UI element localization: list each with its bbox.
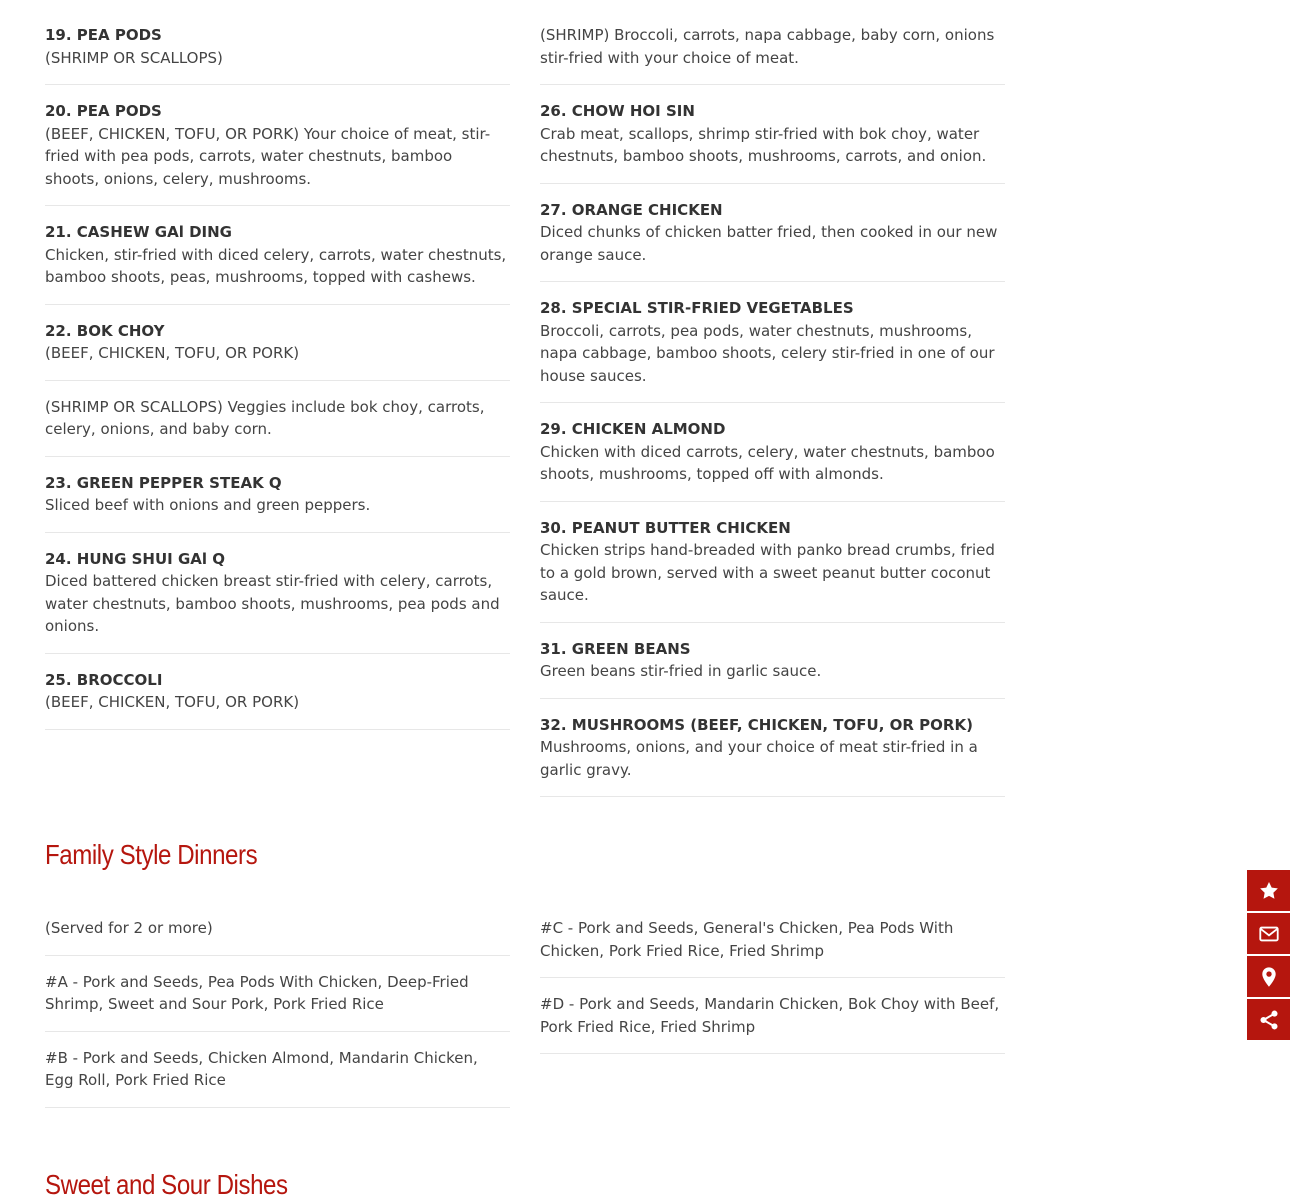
item-description: (BEEF, CHICKEN, TOFU, OR PORK) Your choice of meat, stir-fried with pea pods, carrots, water chestnuts, bamboo shoots, onions, celery, mushrooms. bbox=[45, 124, 491, 188]
menu-item bbox=[540, 993, 1005, 1054]
item-title: 22. BOK CHOY bbox=[45, 321, 165, 340]
menu-item bbox=[540, 917, 1005, 978]
menu-item bbox=[540, 418, 1005, 502]
menu-item bbox=[45, 1047, 510, 1108]
item-description: #D - Pork and Seeds, Mandarin Chicken, Bok Choy with Beef, Pork Fried Rice, Fried Shrimp bbox=[540, 995, 1000, 1036]
family-column-right bbox=[540, 917, 1005, 1069]
item-description: Mushrooms, onions, and your choice of meat stir-fried in a garlic gravy. bbox=[540, 738, 978, 779]
item-description: #C - Pork and Seeds, General's Chicken, Pea Pods With Chicken, Pork Fried Rice, Fried Shrimp bbox=[540, 919, 954, 960]
item-title: 24. HUNG SHUI GAl Q bbox=[45, 549, 225, 568]
item-description: #A - Pork and Seeds, Pea Pods With Chicken, Deep-Fried Shrimp, Sweet and Sour Pork, Pork Fried Rice bbox=[45, 972, 469, 1013]
menu-item bbox=[45, 971, 510, 1032]
item-title: 29. CHICKEN ALMOND bbox=[540, 420, 726, 438]
sticky-action-bar bbox=[1247, 870, 1290, 1042]
location-button[interactable] bbox=[1247, 956, 1290, 997]
item-description: Broccoli, carrots, pea pods, water chestnuts, mushrooms, napa cabbage, bamboo shoots, celery stir-fried in one of our house sauces. bbox=[540, 321, 995, 385]
menu-item bbox=[45, 917, 510, 956]
item-description: (BEEF, CHICKEN, TOFU, OR PORK) bbox=[45, 344, 300, 362]
item-title: 32. MUSHROOMS (BEEF, CHICKEN, TOFU, OR PORK) bbox=[540, 715, 973, 734]
item-description: Crab meat, scallops, shrimp stir-fried with bok choy, water chestnuts, bamboo shoots, mushrooms, carrots, and onion. bbox=[540, 124, 987, 165]
menu-item bbox=[540, 199, 1005, 283]
menu-item bbox=[540, 714, 1005, 798]
item-description: Chicken, stir-fried with diced celery, carrots, water chestnuts, bamboo shoots, peas, mushrooms, topped with cashews. bbox=[45, 245, 507, 286]
item-description: Sliced beef with onions and green peppers. bbox=[45, 496, 371, 514]
item-title: 25. BROCCOLI bbox=[45, 670, 163, 689]
menu-item bbox=[540, 517, 1005, 623]
menu-column-left bbox=[45, 24, 510, 745]
section-title-next: Sweet and Sour Dishes bbox=[45, 1169, 288, 1200]
item-description: #B - Pork and Seeds, Chicken Almond, Mandarin Chicken, Egg Roll, Pork Fried Rice bbox=[45, 1048, 478, 1089]
item-title: 19. PEA PODS bbox=[45, 26, 162, 44]
menu-item bbox=[45, 669, 510, 730]
item-title: 21. CASHEW GAl DING bbox=[45, 223, 232, 241]
item-title: 26. CHOW HOI SIN bbox=[540, 102, 695, 120]
menu-item bbox=[45, 472, 510, 533]
item-description: (SHRIMP) Broccoli, carrots, napa cabbage, baby corn, onions stir-fried with your choice of meat. bbox=[540, 26, 995, 67]
envelope-icon bbox=[1258, 923, 1280, 945]
map-marker-icon bbox=[1258, 966, 1280, 988]
item-description: (SHRIMP OR SCALLOPS) bbox=[45, 48, 223, 67]
menu-item bbox=[45, 24, 510, 85]
item-title: 30. PEANUT BUTTER CHICKEN bbox=[540, 518, 791, 537]
email-button[interactable] bbox=[1247, 913, 1290, 954]
menu-item bbox=[540, 100, 1005, 184]
menu-item bbox=[45, 396, 510, 457]
item-description: (Served for 2 or more) bbox=[45, 919, 213, 937]
section-title-family-style-dinners: Family Style Dinners bbox=[45, 839, 258, 870]
item-title: 20. PEA PODS bbox=[45, 102, 162, 120]
star-icon bbox=[1258, 880, 1280, 902]
family-column-left bbox=[45, 917, 510, 1123]
menu-item bbox=[45, 548, 510, 654]
item-description: (SHRIMP OR SCALLOPS) Veggies include bok choy, carrots, celery, onions, and baby corn. bbox=[45, 397, 485, 438]
item-title: 27. ORANGE CHICKEN bbox=[540, 200, 723, 219]
item-description: Chicken with diced carrots, celery, water chestnuts, bamboo shoots, mushrooms, topped off with almonds. bbox=[540, 442, 995, 483]
menu-item bbox=[540, 638, 1005, 699]
item-description: Green beans stir-fried in garlic sauce. bbox=[540, 662, 822, 680]
share-icon bbox=[1258, 1009, 1280, 1031]
menu-item bbox=[540, 297, 1005, 403]
item-description: Diced battered chicken breast stir-fried with celery, carrots, water chestnuts, bamboo shoots, mushrooms, pea pods and onions. bbox=[45, 572, 500, 635]
item-description: Chicken strips hand-breaded with panko bread crumbs, fried to a gold brown, served with a sweet peanut butter coconut sauce. bbox=[540, 541, 995, 604]
item-title: 23. GREEN PEPPER STEAK Q bbox=[45, 473, 282, 492]
share-button[interactable] bbox=[1247, 999, 1290, 1040]
menu-item bbox=[45, 221, 510, 305]
item-title: 31. GREEN BEANS bbox=[540, 639, 691, 658]
favorite-button[interactable] bbox=[1247, 870, 1290, 911]
menu-item bbox=[540, 24, 1005, 85]
item-description: (BEEF, CHICKEN, TOFU, OR PORK) bbox=[45, 693, 300, 711]
menu-item bbox=[45, 100, 510, 206]
menu-item bbox=[45, 320, 510, 381]
menu-column-right bbox=[540, 24, 1005, 812]
item-description: Diced chunks of chicken batter fried, then cooked in our new orange sauce. bbox=[540, 223, 998, 264]
item-title: 28. SPECIAL STIR-FRIED VEGETABLES bbox=[540, 299, 854, 317]
